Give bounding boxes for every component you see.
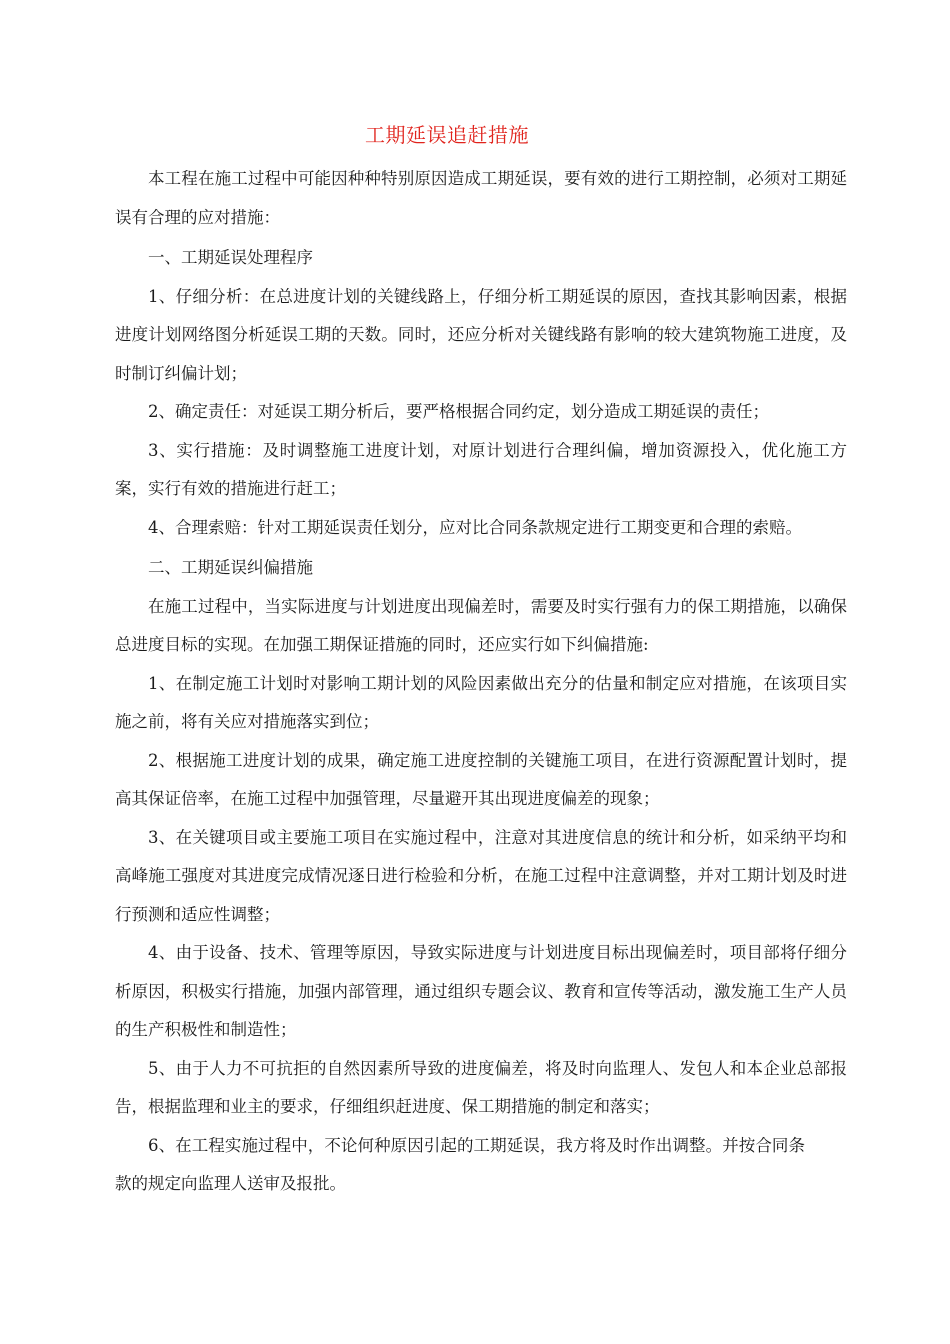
document-body <box>115 160 847 1204</box>
list-item: 1、在制定施工计划时对影响工期计划的风险因素做出充分的估量和制定应对措施，在该项目实施之前，将有关应对措施落实到位； <box>115 673 847 731</box>
list-item: 4、合理索赔：针对工期延误责任划分，应对比合同条款规定进行工期变更和合理的索赔。 <box>148 517 802 537</box>
list-item: 3、在关键项目或主要施工项目在实施过程中，注意对其进度信息的统计和分析，如采纳平均和高峰施工强度对其进度完成情况逐日进行检验和分析，在施工过程中注意调整，并对工期计划及时进行预测和适应性调整； <box>115 827 847 924</box>
list-item: 1、仔细分析：在总进度计划的关键线路上，仔细分析工期延误的原因，查找其影响因素，根据进度计划网络图分析延误工期的天数。同时，还应分析对关键线路有影响的较大建筑物施工进度，及时制订纠偏计划； <box>115 286 847 383</box>
section-heading-1: 一、工期延误处理程序 <box>148 248 313 267</box>
document-title: 工期延误追赶措施 <box>365 123 529 147</box>
list-item: 6、在工程实施过程中，不论何种原因引起的工期延误，我方将及时作出调整。并按合同条款的规定向监理人送审及报批。 <box>115 1135 805 1193</box>
list-item: 4、由于设备、技术、管理等原因，导致实际进度与计划进度目标出现偏差时，项目部将仔细分析原因，积极实行措施，加强内部管理，通过组织专题会议、教育和宣传等活动，激发施工生产人员的生产积极性和制造性； <box>115 943 847 1039</box>
intro-paragraph: 本工程在施工过程中可能因种种特别原因造成工期延误，要有效的进行工期控制，必须对工期延误有合理的应对措施： <box>115 169 847 227</box>
section-intro-paragraph: 在施工过程中，当实际进度与计划进度出现偏差时，需要及时实行强有力的保工期措施，以确保总进度目标的实现。在加强工期保证措施的同时，还应实行如下纠偏措施: <box>115 596 847 654</box>
section-heading-2: 二、工期延误纠偏措施 <box>148 558 313 577</box>
list-item: 2、根据施工进度计划的成果，确定施工进度控制的关键施工项目，在进行资源配置计划时，提高其保证倍率，在施工过程中加强管理，尽量避开其出现进度偏差的现象； <box>115 750 847 808</box>
list-item: 2、确定责任：对延误工期分析后，要严格根据合同约定，划分造成工期延误的责任； <box>148 402 769 421</box>
list-item: 5、由于人力不可抗拒的自然因素所导致的进度偏差，将及时向监理人、发包人和本企业总部报告，根据监理和业主的要求，仔细组织赶进度、保工期措施的制定和落实； <box>115 1058 847 1116</box>
list-item: 3、实行措施：及时调整施工进度计划，对原计划进行合理纠偏，增加资源投入，优化施工方案，实行有效的措施进行赶工； <box>115 440 847 498</box>
